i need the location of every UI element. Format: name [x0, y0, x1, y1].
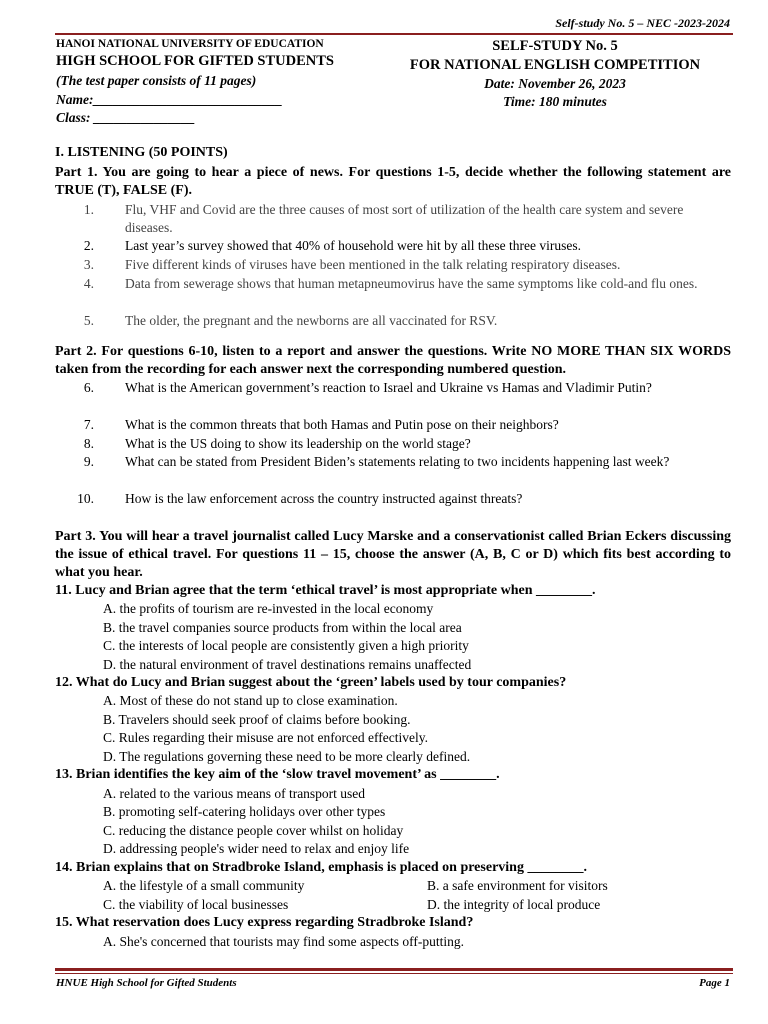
footer-rule-thin — [55, 973, 733, 974]
item-text: What is the common threats that both Hamas and Putin pose on their neighbors? — [125, 417, 559, 432]
page-number: Page 1 — [699, 977, 730, 989]
item-text: What is the US doing to show its leadership on the world stage? — [125, 436, 471, 451]
university-name: HANOI NATIONAL UNIVERSITY OF EDUCATION — [56, 38, 324, 50]
item-number: 4. — [83, 276, 94, 291]
question-12: 12. What do Lucy and Brian suggest about the ‘green’ labels used by tour companies? — [55, 675, 567, 690]
option-a: A. Most of these do not stand up to close examination. — [103, 693, 398, 708]
item-number: 2. — [83, 238, 94, 253]
item-number: 1. — [83, 202, 94, 217]
item-text: Five different kinds of viruses have been mentioned in the talk relating respiratory diseases. — [125, 257, 621, 272]
running-head: Self-study No. 5 – NEC -2023-2024 — [555, 16, 730, 30]
section-title: I. LISTENING (50 POINTS) — [55, 145, 228, 160]
exam-time: Time: 180 minutes — [503, 94, 607, 109]
item-text: Flu, VHF and Covid are the three causes of most sort of utilization of the health care system and severe diseases. — [125, 202, 684, 235]
option-b: B. Travelers should seek proof of claims before booking. — [103, 712, 411, 727]
item-text: How is the law enforcement across the country instructed against threats? — [125, 491, 523, 506]
option-b: B. the travel companies source products from within the local area — [103, 620, 462, 635]
class-field: Class: _______________ — [56, 110, 196, 125]
item-text: Last year’s survey showed that 40% of household were hit by all these three viruses. — [125, 238, 582, 253]
option-a: A. related to the various means of transport used — [103, 786, 366, 801]
header-rule — [55, 33, 733, 35]
item-text: The older, the pregnant and the newborns are all vaccinated for RSV. — [125, 313, 498, 328]
item-number: 8. — [83, 436, 94, 451]
item-number: 10. — [77, 491, 94, 506]
part1-instruction: Part 1. You are going to hear a piece of news. For questions 1-5, decide whether the following statement are TRUE (T), FALSE (F). — [55, 165, 731, 198]
pages-note: (The test paper consists of 11 pages) — [56, 73, 257, 88]
option-b: B. promoting self-catering holidays over other types — [103, 804, 386, 819]
option-c: C. reducing the distance people cover whilst on holiday — [103, 823, 404, 838]
option-a: A. the profits of tourism are re-invested in the local economy — [103, 601, 434, 616]
question-11: 11. Lucy and Brian agree that the term ‘ethical travel’ is most appropriate when ________. — [55, 583, 596, 598]
option-c: C. Rules regarding their misuse are not enforced effectively. — [103, 730, 429, 745]
name-field: Name:____________________________ — [56, 92, 283, 107]
item-number: 9. — [83, 454, 94, 469]
item-text: What is the American government’s reaction to Israel and Ukraine vs Hamas and Vladimir Putin? — [125, 380, 652, 395]
item-number: 6. — [83, 380, 94, 395]
option-c: C. the interests of local people are consistently given a high priority — [103, 638, 469, 653]
option-a: A. the lifestyle of a small community — [103, 878, 305, 893]
option-c: C. the viability of local businesses — [103, 897, 289, 912]
item-number: 7. — [83, 417, 94, 432]
option-d: D. The regulations governing these need to be more clearly defined. — [103, 749, 471, 764]
item-text: Data from sewerage shows that human metapneumovirus have the same symptoms like cold-and flu ones. — [125, 276, 698, 291]
self-study-title: SELF-STUDY No. 5 — [492, 38, 618, 54]
item-text: What can be stated from President Biden’s statements relating to two incidents happening last week? — [125, 454, 670, 469]
option-a: A. She's concerned that tourists may find some aspects off-putting. — [103, 934, 464, 949]
option-b: B. a safe environment for visitors — [427, 878, 608, 893]
question-15: 15. What reservation does Lucy express regarding Stradbroke Island? — [55, 915, 474, 930]
option-d: D. the natural environment of travel destinations remains unaffected — [103, 657, 472, 672]
competition-title: FOR NATIONAL ENGLISH COMPETITION — [409, 57, 701, 73]
question-13: 13. Brian identifies the key aim of the ‘slow travel movement’ as ________. — [55, 767, 500, 782]
item-number: 3. — [83, 257, 94, 272]
part3-instruction: Part 3. You will hear a travel journalist called Lucy Marske and a conservationist called Brian Eckers discussing the issue of ethical travel. For questions 11 – 15, choose the answer (A, B, C or D) which fits best according to what you hear. — [55, 529, 731, 580]
part2-instruction: Part 2. For questions 6-10, listen to a report and answer the questions. Write NO MORE THAN SIX WORDS taken from the recording for each answer next the corresponding numbered question. — [55, 344, 731, 377]
option-d: D. addressing people's wider need to relax and enjoy life — [103, 841, 410, 856]
item-number: 5. — [83, 313, 94, 328]
footer-rule — [55, 968, 733, 971]
footer-school: HNUE High School for Gifted Students — [56, 977, 237, 989]
question-14: 14. Brian explains that on Stradbroke Island, emphasis is placed on preserving ________. — [55, 860, 587, 875]
school-name: HIGH SCHOOL FOR GIFTED STUDENTS — [56, 53, 334, 69]
exam-date: Date: November 26, 2023 — [484, 76, 626, 91]
option-d: D. the integrity of local produce — [427, 897, 601, 912]
